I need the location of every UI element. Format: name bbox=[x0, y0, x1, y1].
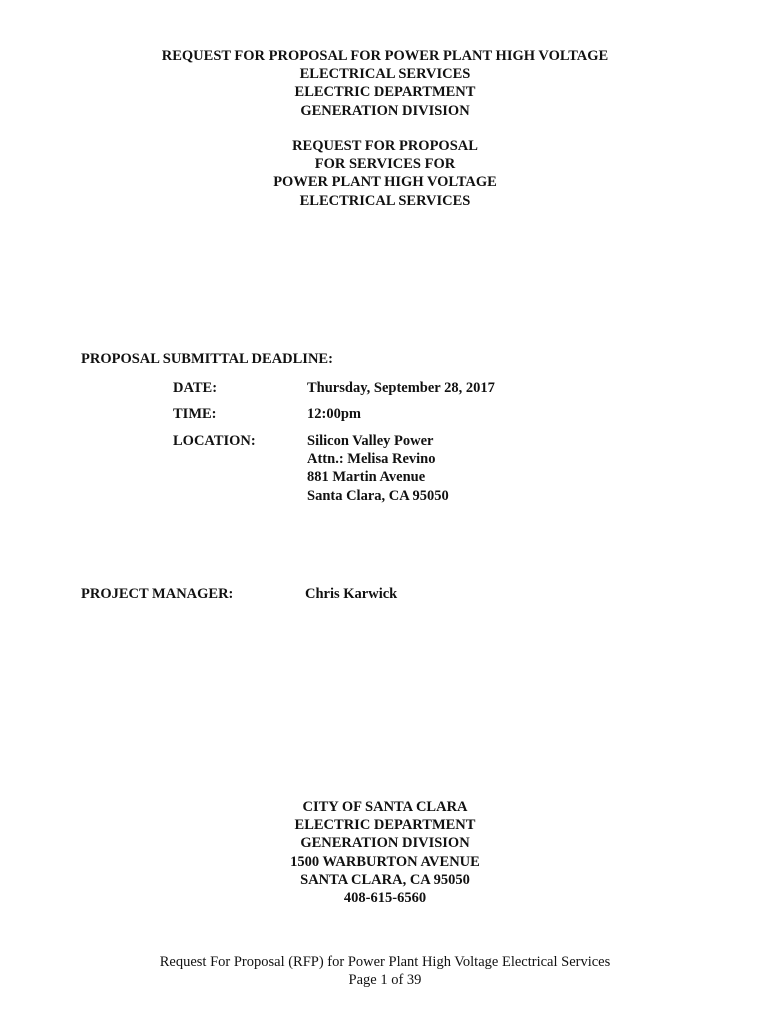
page-number: Page 1 of 39 bbox=[348, 972, 422, 988]
page-footer bbox=[0, 953, 770, 989]
footer-title: Request For Proposal (RFP) for Power Plant High Voltage Electrical Services bbox=[159, 954, 611, 970]
issuer-line-4: 1500 WARBURTON AVENUE bbox=[290, 853, 480, 870]
issuer-line-2: ELECTRIC DEPARTMENT bbox=[294, 817, 476, 834]
header-line-2: ELECTRICAL SERVICES bbox=[299, 66, 471, 83]
issuer-line-1: CITY OF SANTA CLARA bbox=[302, 799, 468, 815]
date-value: Thursday, September 28, 2017 bbox=[307, 380, 495, 396]
location-address bbox=[307, 432, 449, 505]
title-line-3: POWER PLANT HIGH VOLTAGE bbox=[273, 174, 497, 191]
header-line-1: REQUEST FOR PROPOSAL FOR POWER PLANT HIGH VOLTAGE bbox=[161, 48, 609, 64]
header-line-3: ELECTRIC DEPARTMENT bbox=[294, 84, 476, 101]
time-value: 12:00pm bbox=[307, 406, 361, 422]
location-line-4: Santa Clara, CA 95050 bbox=[307, 487, 449, 504]
title-line-2: FOR SERVICES FOR bbox=[314, 156, 456, 173]
title-line-4: ELECTRICAL SERVICES bbox=[299, 192, 471, 209]
location-line-2: Attn.: Melisa Revino bbox=[307, 451, 436, 468]
location-line-1: Silicon Valley Power bbox=[307, 433, 434, 449]
location-label: LOCATION: bbox=[173, 433, 256, 449]
date-label: DATE: bbox=[173, 380, 218, 396]
issuer-line-6: 408-615-6560 bbox=[343, 890, 427, 907]
project-manager-value: Chris Karwick bbox=[305, 586, 398, 602]
issuer-line-3: GENERATION DIVISION bbox=[300, 835, 470, 852]
deadline-heading: PROPOSAL SUBMITTAL DEADLINE: bbox=[81, 351, 333, 367]
issuer-block bbox=[0, 798, 770, 907]
document-header bbox=[0, 47, 770, 120]
location-line-3: 881 Martin Avenue bbox=[307, 469, 426, 486]
header-line-4: GENERATION DIVISION bbox=[300, 102, 470, 119]
title-line-1: REQUEST FOR PROPOSAL bbox=[292, 138, 478, 154]
project-manager-label: PROJECT MANAGER: bbox=[81, 586, 234, 602]
issuer-line-5: SANTA CLARA, CA 95050 bbox=[300, 871, 470, 888]
document-title bbox=[0, 137, 770, 210]
time-label: TIME: bbox=[173, 406, 217, 422]
